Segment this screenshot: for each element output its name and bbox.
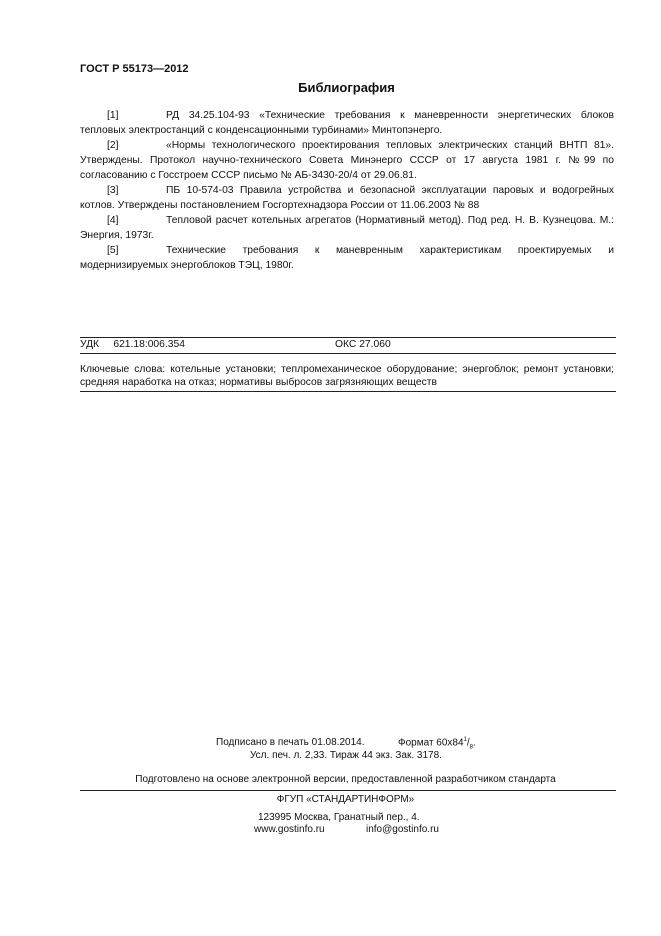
bibliography-entry xyxy=(80,183,614,213)
entry-text: РД 34.25.104-93 «Технические требования к маневренности энергетических блоков тепловых электростанций с конденсационными турбинами» Минтопэнерго. xyxy=(80,110,614,136)
publisher-website[interactable]: www.gostinfo.ru xyxy=(254,824,325,835)
bibliography-list xyxy=(80,108,614,273)
divider xyxy=(80,337,616,338)
paper-format: Формат $60x84^1/_8$. xyxy=(398,737,476,751)
bibliography-entry xyxy=(80,138,614,183)
bibliography-entry xyxy=(80,108,614,138)
udk-code: УДК 621.18:006.354 xyxy=(80,339,185,350)
okc-code: ОКС 27.060 xyxy=(335,339,391,350)
entry-number: [1] xyxy=(107,110,119,121)
entry-text: ПБ 10-574-03 Правила устройства и безопасной эксплуатации паровых и водогрейных котлов. Утверждены постановлением Госгортехнадзора России от 11.06.2003 № 88 xyxy=(80,185,614,211)
divider xyxy=(80,391,616,392)
entry-number: [3] xyxy=(107,185,119,196)
entry-number: [2] xyxy=(107,140,119,151)
publisher-name: ФГУП «СТАНДАРТИНФОРМ» xyxy=(276,794,415,805)
section-title: Библиография xyxy=(298,80,395,95)
document-code: ГОСТ Р 55173—2012 xyxy=(80,63,189,75)
bibliography-entry xyxy=(80,213,614,243)
entry-number: [5] xyxy=(107,245,119,256)
divider xyxy=(80,353,616,354)
publisher-address: 123995 Москва, Гранатный пер., 4. xyxy=(258,812,420,823)
entry-text: Тепловой расчет котельных агрегатов (Нормативный метод). Под ред. Н. В. Кузнецова. М.: Энергия, 1973г. xyxy=(80,215,614,241)
format-numerator: 1 xyxy=(463,737,467,743)
divider xyxy=(80,790,616,791)
keywords: Ключевые слова: котельные установки; теплромеханическое оборудование; энергоблок; ремонт установки; средняя наработка на отказ; нормативы выбросов загрязняющих веществ xyxy=(80,364,614,388)
entry-number: [4] xyxy=(107,215,119,226)
print-details: Усл. печ. л. 2,33. Тираж 44 экз. Зак. 3178. xyxy=(250,750,442,761)
entry-text: «Нормы технологического проектирования тепловых электрических станций ВНТП 81». Утверждены. Протокол научно-технического Совета Минэнерго СССР от 17 августа 1981 г. №99 по согласованию с Госстроем СССР письмо № АБ-3430-20/4 от 29.06.81. xyxy=(80,140,614,181)
format-text: Формат 60x84 xyxy=(398,737,464,749)
prepared-note: Подготовлено на основе электронной версии, предоставленной разработчиком стандарта xyxy=(135,774,556,785)
signed-date: Подписано в печать 01.08.2014. xyxy=(216,737,365,748)
bibliography-entry xyxy=(80,243,614,273)
publisher-email[interactable]: info@gostinfo.ru xyxy=(366,824,439,835)
format-denominator: 8 xyxy=(469,744,474,751)
entry-text: Технические требования к маневренным характеристикам проектируемых и модернизируемых энергоблоков ТЭЦ, 1980г. xyxy=(80,245,614,271)
